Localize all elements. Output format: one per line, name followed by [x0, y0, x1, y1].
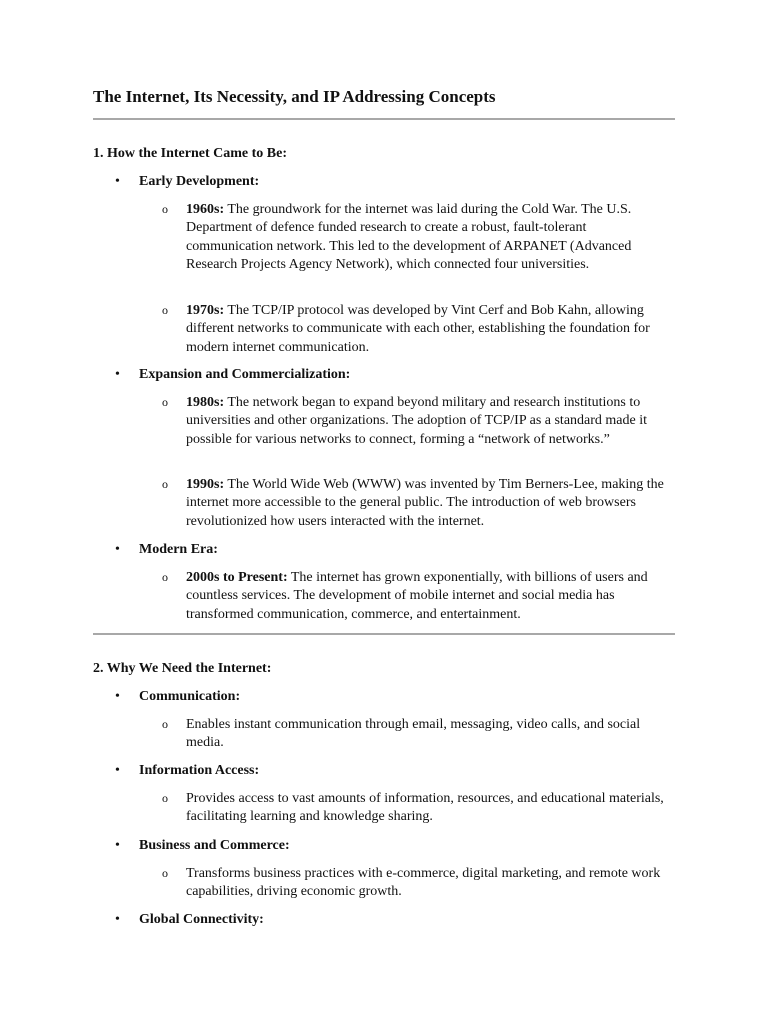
bullet-marker: • — [115, 367, 120, 382]
bullet-marker: • — [115, 689, 120, 704]
bullet-label: Business and Commerce: — [139, 838, 290, 853]
list-item-body: The groundwork for the internet was laid during the Cold War. The U.S. Department of defence funded research to create a robust, fault-tolerant communication network. This led to the development of ARPANET (Advanced Research Projects Agency Network), which connected four universities. — [186, 202, 632, 272]
list-item-communication — [162, 716, 675, 753]
section-divider — [93, 633, 675, 635]
list-item-lead: 1980s: — [186, 395, 225, 410]
list-item-business-commerce — [162, 865, 675, 902]
list-item-text: Transforms business practices with e-commerce, digital marketing, and remote work capabilities, driving economic growth. — [186, 866, 661, 900]
title-divider — [93, 118, 675, 120]
sub-bullet-marker: o — [162, 866, 168, 880]
section-heading-history: 1. How the Internet Came to Be: — [93, 146, 288, 161]
list-item-text — [186, 476, 675, 531]
list-item-information-access — [162, 790, 675, 827]
list-item-text: Provides access to vast amounts of information, resources, and educational materials, facilitating learning and knowledge sharing. — [186, 791, 664, 825]
sub-bullet-marker: o — [162, 791, 168, 805]
list-item-text — [186, 302, 675, 357]
list-item-lead: 1990s: — [186, 477, 225, 492]
list-item-lead: 1960s: — [186, 202, 225, 217]
bullet-marker: • — [115, 912, 120, 927]
list-item-1960s — [162, 201, 675, 274]
list-item-1990s — [162, 476, 675, 531]
list-item-text — [186, 201, 675, 274]
bullet-label: Information Access: — [139, 763, 260, 778]
list-item-lead: 1970s: — [186, 303, 225, 318]
sub-bullet-marker: o — [162, 570, 168, 584]
sub-bullet-marker: o — [162, 477, 168, 491]
sub-bullet-marker: o — [162, 395, 168, 409]
list-item-1980s — [162, 394, 675, 449]
bullet-marker: • — [115, 542, 120, 557]
list-item-1970s — [162, 302, 675, 357]
list-item-body: The internet has grown exponentially, with billions of users and countless services. The development of mobile internet and social media has transformed communication, commerce, and entertainment. — [186, 570, 648, 622]
list-item-body: The TCP/IP protocol was developed by Vint Cerf and Bob Kahn, allowing different networks to communicate with each other, establishing the foundation for modern internet communication. — [186, 303, 650, 355]
bullet-label: Communication: — [139, 689, 241, 704]
section-heading-why-internet: 2. Why We Need the Internet: — [93, 661, 272, 676]
list-item-text — [186, 569, 675, 624]
bullet-label: Global Connectivity: — [139, 912, 264, 927]
sub-bullet-marker: o — [162, 717, 168, 731]
bullet-label: Early Development: — [139, 174, 260, 189]
list-item-text — [186, 394, 675, 449]
sub-bullet-marker: o — [162, 202, 168, 216]
bullet-marker: • — [115, 763, 120, 778]
bullet-marker: • — [115, 838, 120, 853]
sub-bullet-marker: o — [162, 303, 168, 317]
list-item-body: The World Wide Web (WWW) was invented by Tim Berners-Lee, making the internet more accessible to the general public. The introduction of web browsers revolutionized how users interacted with the internet. — [186, 477, 664, 529]
list-item-lead: 2000s to Present: — [186, 570, 288, 585]
bullet-label: Expansion and Commercialization: — [139, 367, 351, 382]
list-item-body: The network began to expand beyond military and research institutions to universities and other organizations. The adoption of TCP/IP as a standard made it possible for various networks to connect, forming a “network of networks.” — [186, 395, 648, 447]
bullet-label: Modern Era: — [139, 542, 218, 557]
bullet-marker: • — [115, 174, 120, 189]
document-title: The Internet, Its Necessity, and IP Addressing Concepts — [93, 87, 496, 106]
list-item-2000s — [162, 569, 675, 624]
list-item-text: Enables instant communication through email, messaging, video calls, and social media. — [186, 717, 641, 751]
